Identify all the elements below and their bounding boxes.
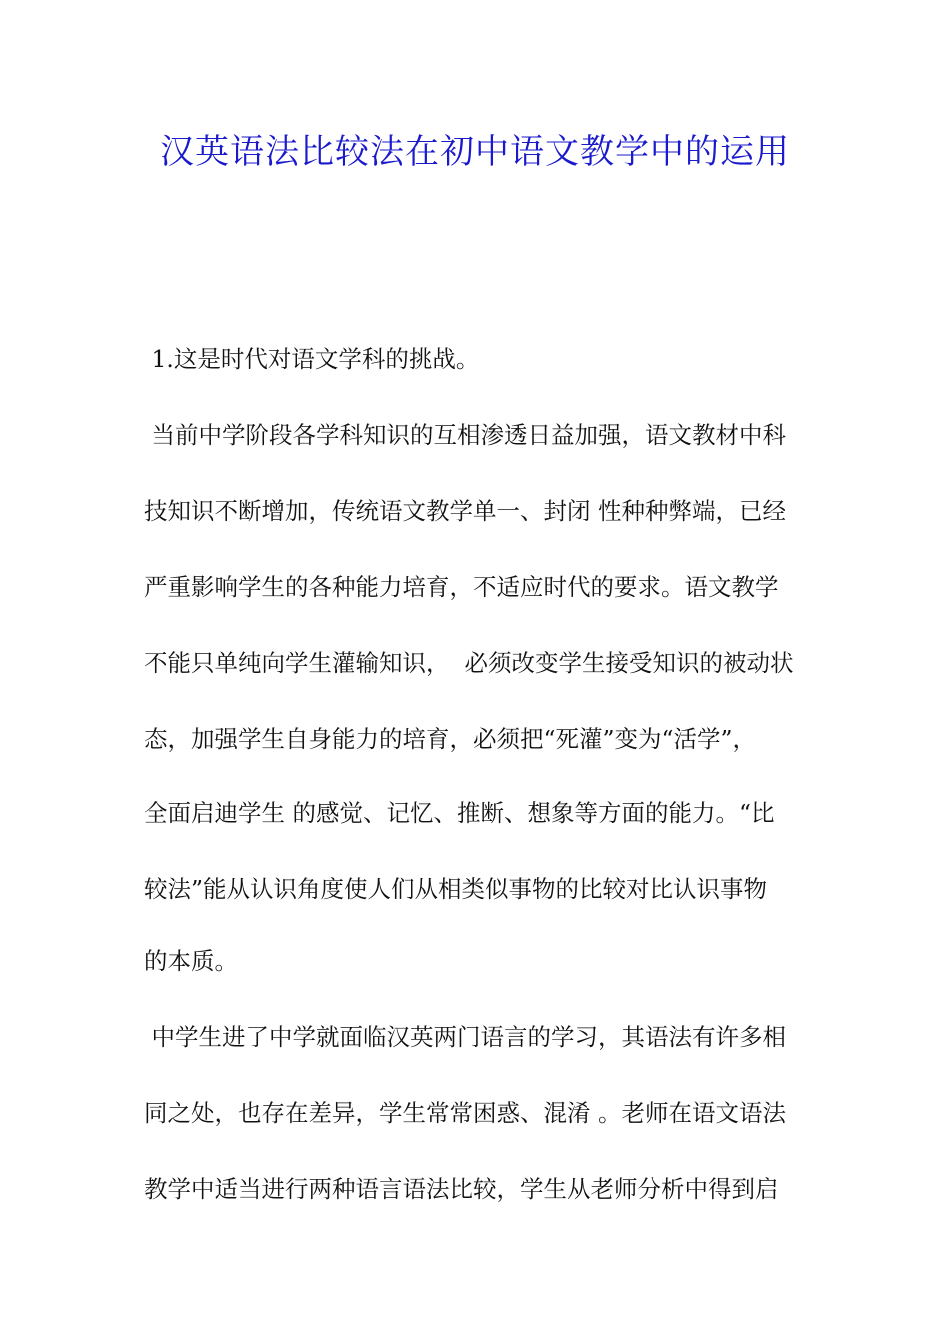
paragraph-line-10: 中学生进了中学就面临汉英两门语言的学习，其语法有许多相 bbox=[144, 1023, 786, 1051]
paragraph-line-7: 全面启迪学生 的感觉、记忆、推断、想象等方面的能力。“比 bbox=[144, 799, 775, 827]
paragraph-line-1: 1.这是时代对语文学科的挑战。 bbox=[144, 345, 480, 373]
paragraph-line-5: 不能只单纯向学生灌输知识， 必须改变学生接受知识的被动状 bbox=[144, 649, 794, 677]
paragraph-line-2: 当前中学阶段各学科知识的互相渗透日益加强，语文教材中科 bbox=[144, 421, 786, 449]
paragraph-line-12: 教学中适当进行两种语言语法比较，学生从老师分析中得到启 bbox=[144, 1175, 779, 1203]
paragraph-line-3: 技知识不断增加，传统语文教学单一、封闭 性种种弊端，已经 bbox=[144, 497, 786, 525]
paragraph-line-4: 严重影响学生的各种能力培育，不适应时代的要求。语文教学 bbox=[144, 573, 779, 601]
paragraph-line-9: 的本质。 bbox=[144, 947, 238, 975]
paragraph-line-6: 态，加强学生自身能力的培育，必须把“死灌”变为“活学”， bbox=[144, 725, 757, 753]
paragraph-line-8: 较法”能从认识角度使人们从相类似事物的比较对比认识事物 bbox=[144, 875, 768, 903]
paragraph-line-11: 同之处，也存在差异，学生常常困惑、混淆 。老师在语文语法 bbox=[144, 1099, 786, 1127]
document-title: 汉英语法比较法在初中语文教学中的运用 bbox=[160, 132, 790, 172]
